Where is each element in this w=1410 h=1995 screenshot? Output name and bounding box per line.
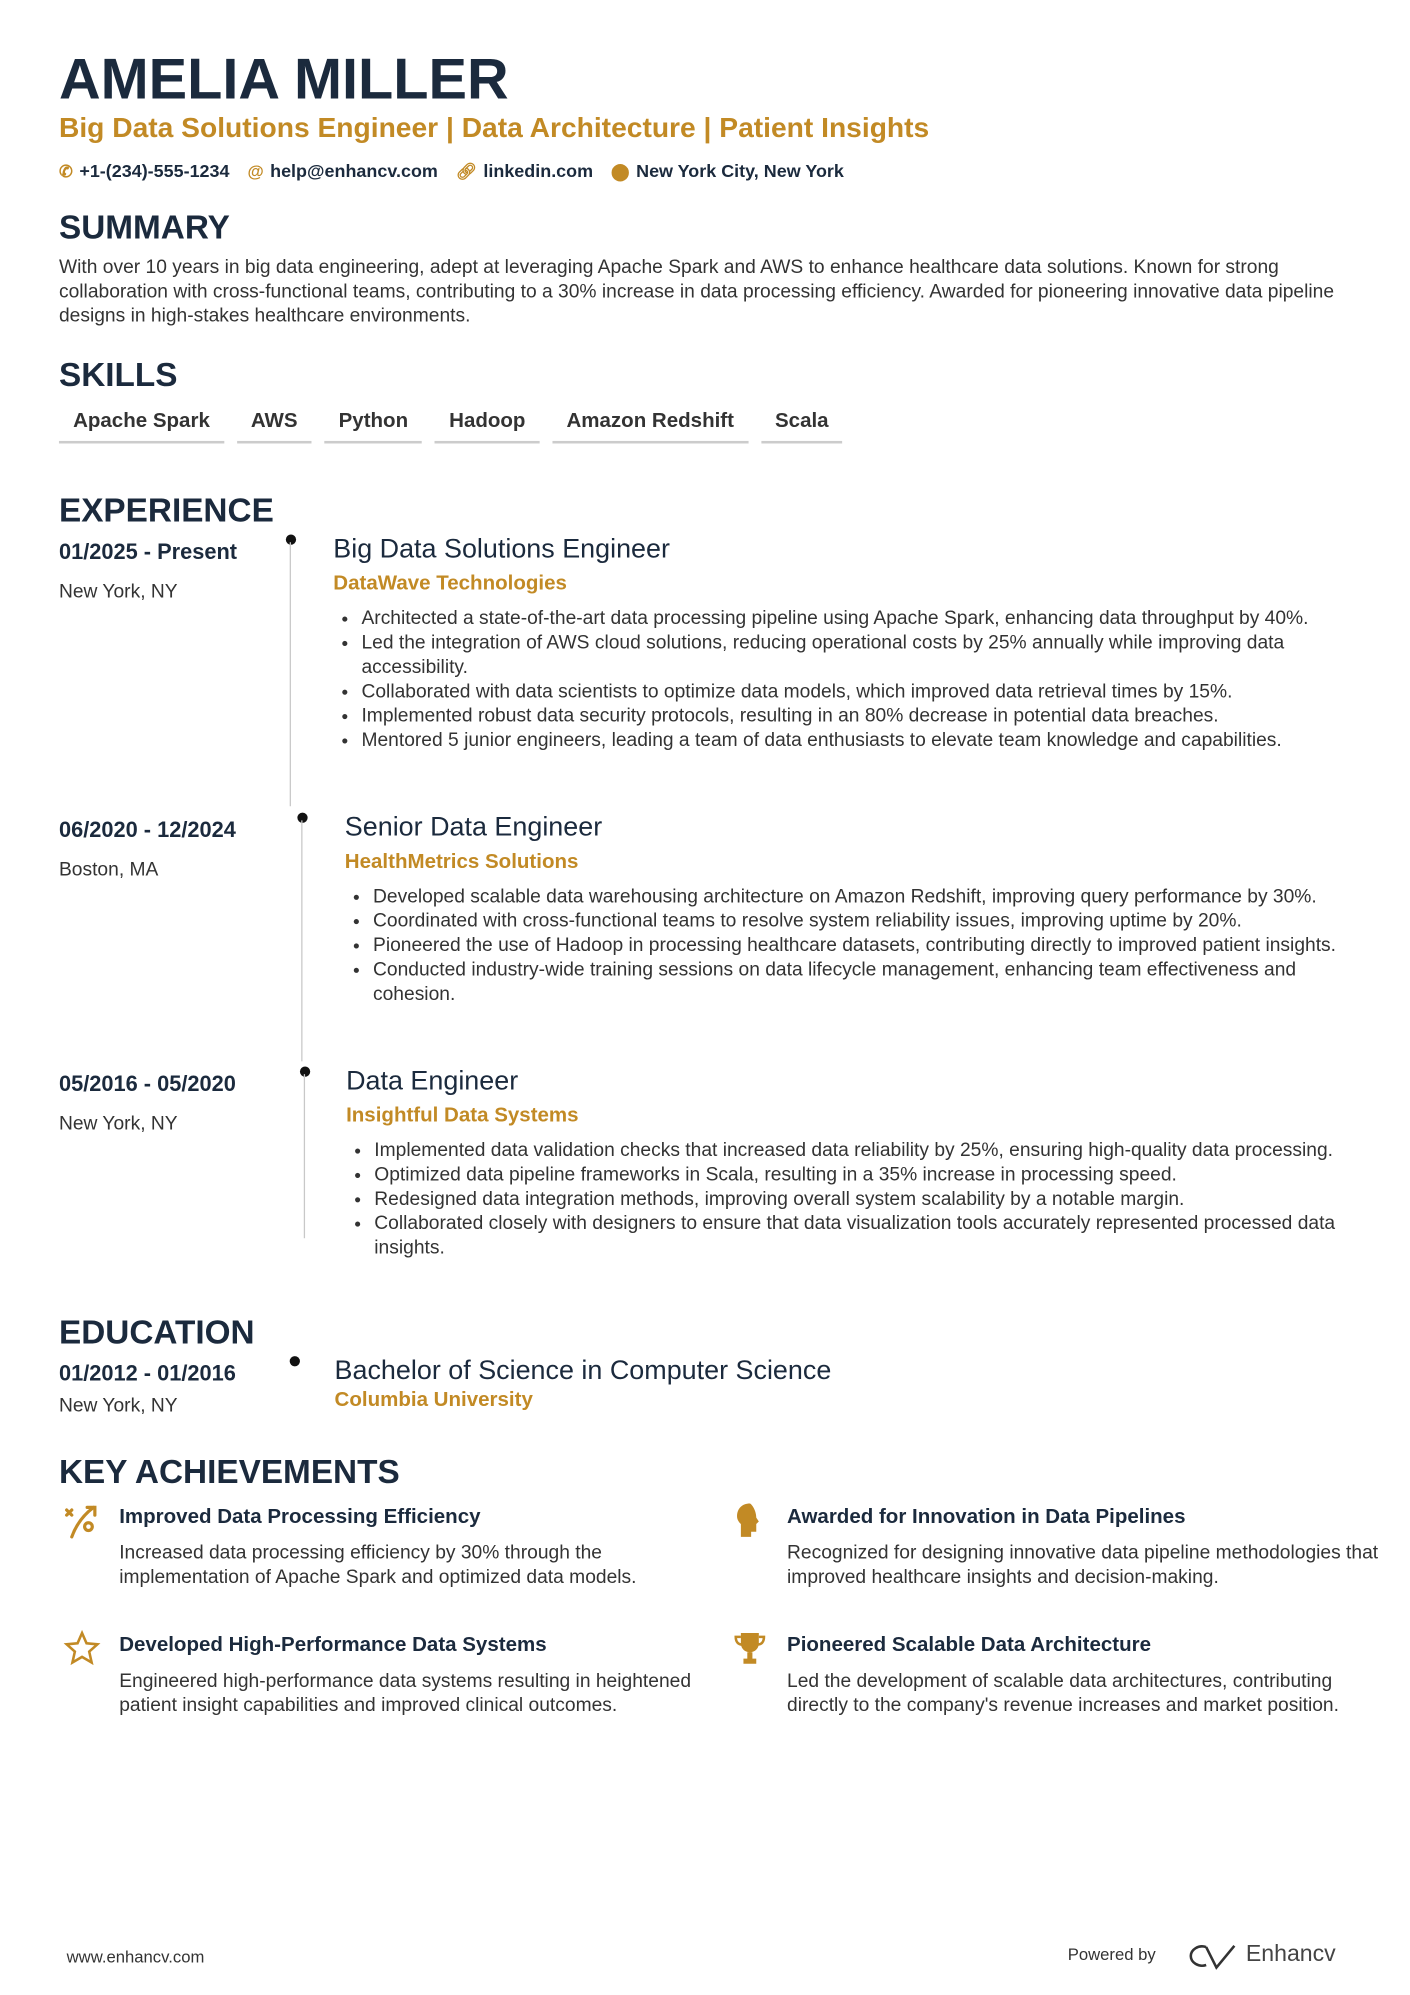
company-name: DataWave Technologies <box>333 572 567 595</box>
at-icon: @ <box>247 161 264 181</box>
footer-website[interactable]: www.enhancv.com <box>66 1947 205 1967</box>
contact-bar <box>59 160 844 182</box>
bullet: • Conducted industry-wide training sessions on data lifecycle management, enhancing team effectiveness and cohesion. <box>373 958 1357 1007</box>
bullet-list <box>346 1138 1359 1260</box>
star-icon <box>63 1629 101 1667</box>
location-pin-icon: ⬤ <box>611 161 630 181</box>
contact-phone <box>59 160 230 182</box>
bullet: • Optimized data pipeline frameworks in Scala, resulting in a 35% increase in processing speed. <box>374 1163 1358 1187</box>
skill-tag: Amazon Redshift <box>552 410 748 443</box>
skills-list <box>59 410 843 443</box>
timeline-line <box>290 542 291 806</box>
achievement-title: Pioneered Scalable Data Architecture <box>787 1634 1152 1657</box>
achievement-text: Led the development of scalable data architectures, contributing directly to the company's revenue increases and market position. <box>787 1670 1339 1717</box>
achievement-text: Increased data processing efficiency by 30% through the implementation of Apache Spark and optimized data models. <box>119 1542 637 1589</box>
contact-location <box>611 160 844 182</box>
bullet: • Implemented robust data security protocols, resulting in an 80% decrease in potential data breaches. <box>361 704 1358 728</box>
achievement-title: Awarded for Innovation in Data Pipelines <box>787 1506 1186 1528</box>
entry-location: Boston, MA <box>58 858 159 881</box>
timeline-dot <box>290 1356 300 1366</box>
phone-text: +1-(234)-555-1234 <box>79 160 230 181</box>
bullet: • Developed scalable data warehousing architecture on Amazon Redshift, improving query performance by 30%. <box>373 884 1357 908</box>
head-lightbulb-icon <box>731 1501 769 1539</box>
skill-tag: Hadoop <box>435 410 540 443</box>
bullet-list <box>333 606 1358 752</box>
bullet: • Implemented data validation checks that increased data reliability by 25%, ensuring high-quality data processing. <box>374 1138 1358 1162</box>
bullet: • Redesigned data integration methods, improving overall system scalability by a notable margin. <box>374 1187 1358 1211</box>
company-name: HealthMetrics Solutions <box>344 851 579 873</box>
location-text: New York City, New York <box>636 160 844 181</box>
phone-icon: ✆ <box>58 161 73 181</box>
footer-brand: Enhancv <box>1245 1940 1336 1967</box>
skills-heading: SKILLS <box>58 355 178 394</box>
summary-text: With over 10 years in big data engineering, adept at leveraging Apache Spark and AWS to enhance healthcare data solutions. Known for strong collaboration with cross-functional teams, contributing to a 30% increase in data processing efficiency. Awarded for pioneering innovative data pipeline designs in high-stakes healthcare environments. <box>58 256 1335 327</box>
headline: Big Data Solutions Engineer | Data Architecture | Patient Insights <box>58 111 930 144</box>
job-title: Senior Data Engineer <box>344 812 603 843</box>
bullet: • Collaborated closely with designers to ensure that data visualization tools accurately represented processed data insights. <box>374 1211 1358 1260</box>
contact-link[interactable] <box>456 160 593 182</box>
email-text[interactable]: help@enhancv.com <box>270 160 438 181</box>
degree: Bachelor of Science in Computer Science <box>334 1356 832 1386</box>
skill-tag: Python <box>325 410 423 443</box>
school-name: Columbia University <box>334 1389 533 1412</box>
bullet-list <box>345 884 1358 1006</box>
skill-tag: AWS <box>237 410 312 443</box>
percent-arrow-icon <box>63 1501 101 1539</box>
achievement-item <box>787 1506 1389 1589</box>
timeline-line <box>304 1074 305 1238</box>
bullet: • Architected a state-of-the-art data processing pipeline using Apache Spark, enhancing data throughput by 40%. <box>361 606 1358 630</box>
education-heading: EDUCATION <box>58 1312 255 1352</box>
entry-location: New York, NY <box>58 580 178 603</box>
achievement-item <box>787 1634 1389 1717</box>
footer-powered-by: Powered by <box>1067 1944 1156 1964</box>
bullet: • Collaborated with data scientists to optimize data models, which improved data retrieval times by 15%. <box>361 679 1358 703</box>
link-icon: 🔗︎ <box>455 161 477 181</box>
job-title: Data Engineer <box>346 1066 519 1096</box>
job-title: Big Data Solutions Engineer <box>333 534 670 564</box>
entry-date: 01/2025 - Present <box>58 539 238 564</box>
achievements-heading: KEY ACHIEVEMENTS <box>58 1452 400 1491</box>
achievement-item <box>119 1634 721 1717</box>
achievement-text: Recognized for designing innovative data pipeline methodologies that improved healthcare insights and decision-making. <box>787 1542 1379 1589</box>
skill-tag: Scala <box>761 410 843 443</box>
enhancv-logo-icon <box>1188 1942 1237 1970</box>
achievement-title: Developed High-Performance Data Systems <box>119 1634 547 1657</box>
entry-date: 01/2012 - 01/2016 <box>58 1361 236 1386</box>
experience-heading: EXPERIENCE <box>58 490 274 530</box>
bullet: • Pioneered the use of Hadoop in processing healthcare datasets, contributing directly to improved patient insights. <box>373 933 1357 957</box>
timeline-line <box>301 820 302 1061</box>
bullet: • Mentored 5 junior engineers, leading a team of data enthusiasts to elevate team knowledge and capabilities. <box>361 728 1358 752</box>
candidate-name: AMELIA MILLER <box>58 46 509 112</box>
entry-date: 06/2020 - 12/2024 <box>58 817 236 843</box>
achievement-title: Improved Data Processing Efficiency <box>119 1506 481 1528</box>
bullet: • Coordinated with cross-functional teams to resolve system reliability issues, improving uptime by 20%. <box>373 909 1357 933</box>
contact-email[interactable] <box>247 160 437 182</box>
achievement-item <box>119 1506 721 1589</box>
entry-location: New York, NY <box>58 1112 178 1135</box>
trophy-icon <box>731 1629 769 1667</box>
link-text[interactable]: linkedin.com <box>483 160 594 181</box>
company-name: Insightful Data Systems <box>346 1104 579 1127</box>
entry-location: New York, NY <box>58 1394 178 1417</box>
summary-heading: SUMMARY <box>58 207 230 247</box>
entry-date: 05/2016 - 05/2020 <box>58 1071 236 1096</box>
skill-tag: Apache Spark <box>59 410 224 443</box>
bullet: • Led the integration of AWS cloud solutions, reducing operational costs by 25% annually while improving data accessibility. <box>361 631 1358 680</box>
achievement-text: Engineered high-performance data systems resulting in heightened patient insight capabilities and improved clinical outcomes. <box>119 1670 692 1717</box>
